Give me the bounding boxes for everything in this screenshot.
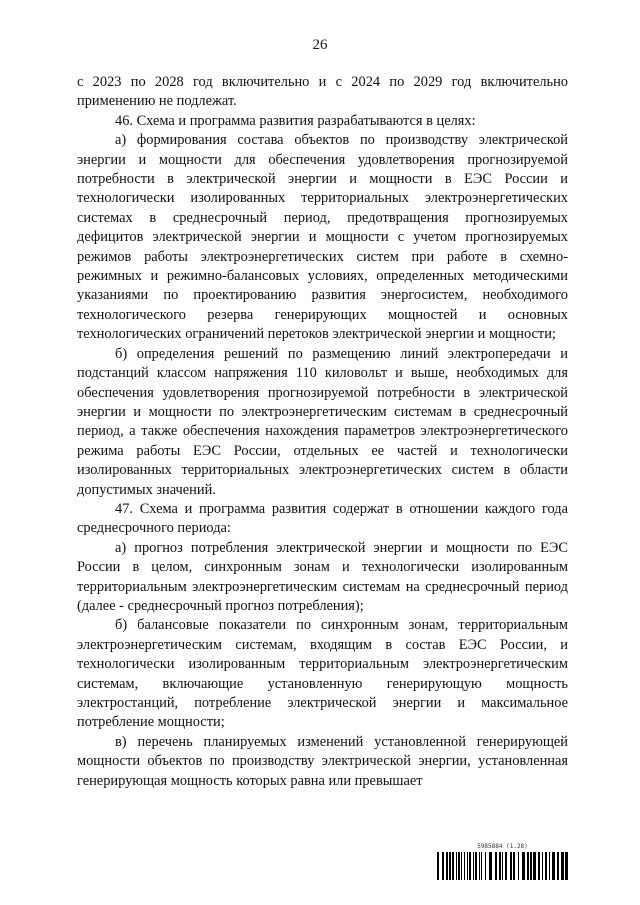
paragraph-46b: б) определения решений по размещению линий электропередачи и подстанций классом напряжения 110 киловольт и выше, необходимых для обеспечения удовлетворения прогнозируемой потребности в электрической энергии и мощности по электроэнергетическим системам в среднесрочный период, а также обеспечения нахождения параметров электроэнергетического режима работы ЕЭС России, отдельных ее частей и технологически изолированных территориальных электроэнергетических систем в области допустимых значений.	[77, 345, 568, 498]
paragraph-continuation: с 2023 по 2028 год включительно и с 2024 по 2029 год включительно применению не подлежат.	[77, 74, 568, 110]
paragraph-47v: в) перечень планируемых изменений установленной генерирующей мощности объектов по производству электрической энергии, установленная генерирующая мощность которых равна или превышает	[77, 733, 568, 789]
barcode	[437, 843, 568, 881]
paragraph-47b: б) балансовые показатели по синхронным зонам, территориальным электроэнергетическим системам, входящим в состав ЕЭС России, и технологически изолированным территориальным электроэнергетическим системам, включающие установленную генерирующую мощность электростанций, потребление электрической энергии и максимальное потребление мощности;	[77, 617, 568, 731]
paragraph-47: 47. Схема и программа развития содержат в отношении каждого года среднесрочного периода:	[77, 500, 568, 537]
paragraph-47a: а) прогноз потребления электрической энергии и мощности по ЕЭС России в целом, синхронным зонам и технологически изолированным территориальным электроэнергетическим системам на среднесрочный период (далее - среднесрочный прогноз потребления);	[77, 539, 568, 614]
paragraph-46: 46. Схема и программа развития разрабатываются в целях:	[115, 112, 476, 129]
barcode-caption: 5985884 (1.28)	[477, 843, 528, 850]
barcode-image	[437, 852, 568, 880]
document-body	[77, 73, 568, 791]
page-number: 26	[312, 37, 328, 53]
paragraph-46a: а) формирования состава объектов по производству электрической энергии и мощности для обеспечения удовлетворения прогнозируемой потребности в электрической энергии и мощности в ЕЭС России и технологически изолированных территориальных электроэнергетических системах в среднесрочный период, предотвращения прогнозируемых дефицитов электрической энергии и мощности с учетом прогнозируемых режимов работы электроэнергетических систем при работе в схемно-режимных и режимно-балансовых условиях, определенных методическими указаниями по проектированию развития энергосистем, необходимого технологического резерва генерирующих мощностей и основных технологических ограничений перетоков электрической энергии и мощности;	[77, 132, 568, 343]
